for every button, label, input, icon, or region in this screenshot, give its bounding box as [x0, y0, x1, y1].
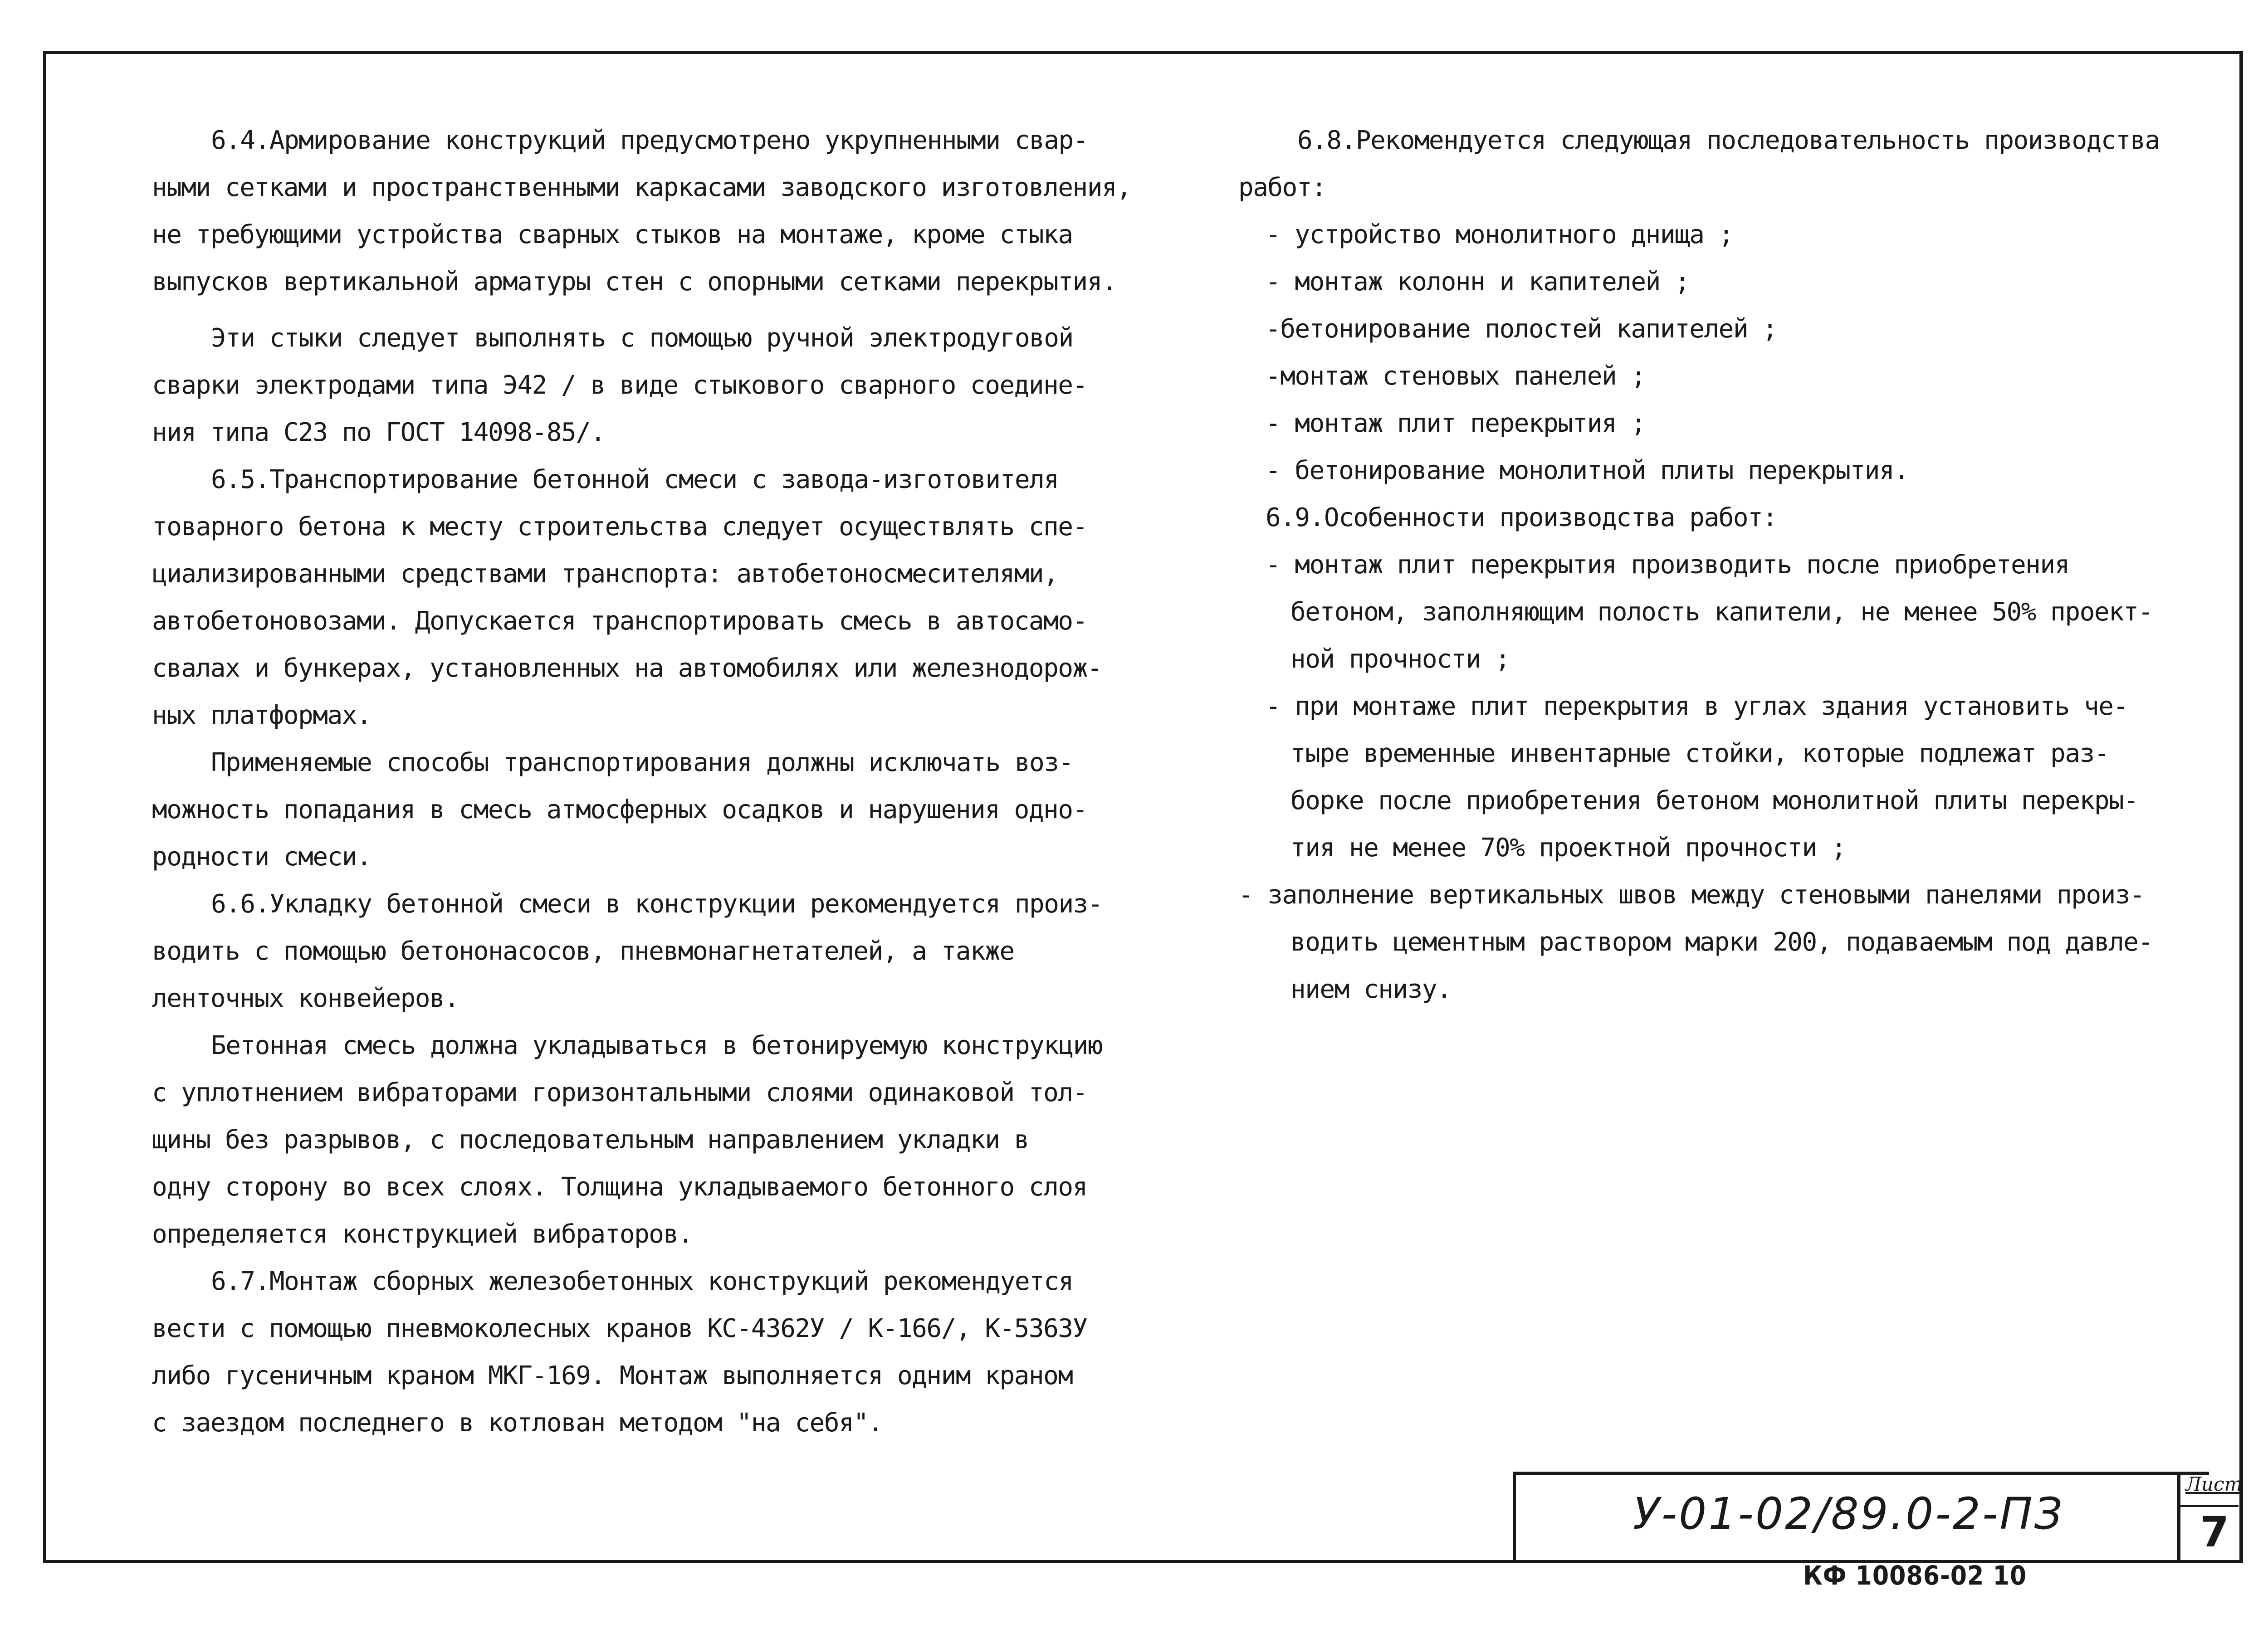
- left-text-line: выпусков вертикальной арматуры стен с опорными сетками перекрытия.: [152, 267, 1117, 297]
- left-spacer: [152, 306, 1127, 315]
- left-text-line: ния типа С23 по ГОСТ 14098-85/.: [152, 418, 605, 447]
- right-text-line: - монтаж плит перекрытия ;: [1266, 409, 1646, 438]
- left-text-line: свалах и бункерах, установленных на автомобилях или железнодорож-: [152, 654, 1102, 683]
- left-text-line: либо гусеничным краном МКГ-169. Монтаж выполняется одним краном: [152, 1361, 1073, 1390]
- left-text-line: 6.6.Укладку бетонной смеси в конструкции рекомендуется произ-: [211, 889, 1103, 919]
- right-text-line: бетоном, заполняющим полость капители, не менее 50% проект-: [1290, 597, 2153, 627]
- left-text-line: Применяемые способы транспортирования должны исключать воз-: [211, 748, 1073, 777]
- left-text-line: водить с помощью бетононасосов, пневмонагнетателей, а также: [152, 937, 1014, 966]
- right-text-line: - при монтаже плит перекрытия в углах здания установить че-: [1266, 692, 2128, 721]
- left-text-line: не требующими устройства сварных стыков на монтаже, кроме стыка: [152, 220, 1073, 249]
- right-text-column: [1238, 117, 2214, 1013]
- right-text-line: -бетонирование полостей капителей ;: [1266, 314, 1777, 344]
- left-text-line: 6.4.Армирование конструкций предусмотрено укрупненными свар-: [211, 126, 1088, 155]
- footer-mark: КФ 10086-02 10: [1803, 1560, 2027, 1591]
- left-text-line: товарного бетона к месту строительства следует осуществлять спе-: [152, 512, 1087, 541]
- left-text-line: родности смеси.: [152, 842, 371, 872]
- right-text-line: тыре временные инвентарные стойки, которые подлежат раз-: [1290, 739, 2109, 768]
- right-text-line: - монтаж плит перекрытия производить после приобретения: [1266, 550, 2069, 580]
- right-text-line: борке после приобретения бетоном монолитной плиты перекры-: [1290, 786, 2138, 815]
- left-text-line: 6.5.Транспортирование бетонной смеси с завода-изготовителя: [211, 465, 1059, 494]
- left-text-line: ными сетками и пространственными каркасами заводского изготовления,: [152, 173, 1131, 202]
- left-text-line: циализированными средствами транспорта: автобетоносмесителями,: [152, 559, 1058, 589]
- sheet-divider: [2177, 1505, 2239, 1507]
- left-text-line: ных платформах.: [152, 701, 371, 730]
- left-text-line: автобетоновозами. Допускается транспортировать смесь в автосамо-: [152, 606, 1087, 636]
- sheet-label: Лист: [2185, 1473, 2243, 1495]
- left-text-line: вести с помощью пневмоколесных кранов КС-4362У / К-166/, К-5363У: [152, 1314, 1087, 1343]
- left-text-line: одну сторону во всех слоях. Толщина укладываемого бетонного слоя: [152, 1172, 1087, 1202]
- left-text-column: [152, 117, 1131, 1447]
- left-text-line: с уплотнением вибраторами горизонтальными слоями одинаковой тол-: [152, 1078, 1087, 1107]
- right-text-line: водить цементным раствором марки 200, подаваемым под давле-: [1290, 927, 2153, 957]
- right-text-line: -монтаж стеновых панелей ;: [1266, 361, 1646, 391]
- left-text-line: щины без разрывов, с последовательным направлением укладки в: [152, 1125, 1029, 1155]
- right-text-line: - заполнение вертикальных швов между стеновыми панелями произ-: [1238, 880, 2145, 910]
- sheet-number: 7: [2200, 1508, 2229, 1556]
- right-text-line: 6.9.Особенности производства работ:: [1266, 503, 1777, 532]
- right-text-line: - устройство монолитного днища ;: [1266, 220, 1733, 249]
- document-code: У-01-02/89.0-2-ПЗ: [1633, 1488, 2064, 1539]
- left-text-line: Бетонная смесь должна укладываться в бетонируемую конструкцию: [211, 1031, 1103, 1060]
- right-text-line: нием снизу.: [1290, 975, 1452, 1004]
- right-text-line: работ:: [1238, 173, 1326, 202]
- left-text-line: сварки электродами типа Э42 / в виде стыкового сварного соедине-: [152, 371, 1087, 400]
- right-text-line: 6.8.Рекомендуется следующая последовательность производства: [1297, 126, 2160, 155]
- left-text-line: можность попадания в смесь атмосферных осадков и нарушения одно-: [152, 795, 1087, 824]
- left-text-line: определяется конструкцией вибраторов.: [152, 1219, 693, 1249]
- right-text-line: - бетонирование монолитной плиты перекрытия.: [1266, 456, 1909, 485]
- right-text-line: - монтаж колонн и капителей ;: [1266, 267, 1690, 297]
- left-text-line: ленточных конвейеров.: [152, 984, 459, 1013]
- right-text-line: тия не менее 70% проектной прочности ;: [1290, 833, 1846, 863]
- left-text-line: 6.7.Монтаж сборных железобетонных конструкций рекомендуется: [211, 1267, 1073, 1296]
- left-text-line: с заездом последнего в котлован методом "на себя".: [152, 1408, 883, 1438]
- left-text-line: Эти стыки следует выполнять с помощью ручной электродуговой: [211, 323, 1073, 353]
- right-text-line: ной прочности ;: [1290, 644, 1510, 674]
